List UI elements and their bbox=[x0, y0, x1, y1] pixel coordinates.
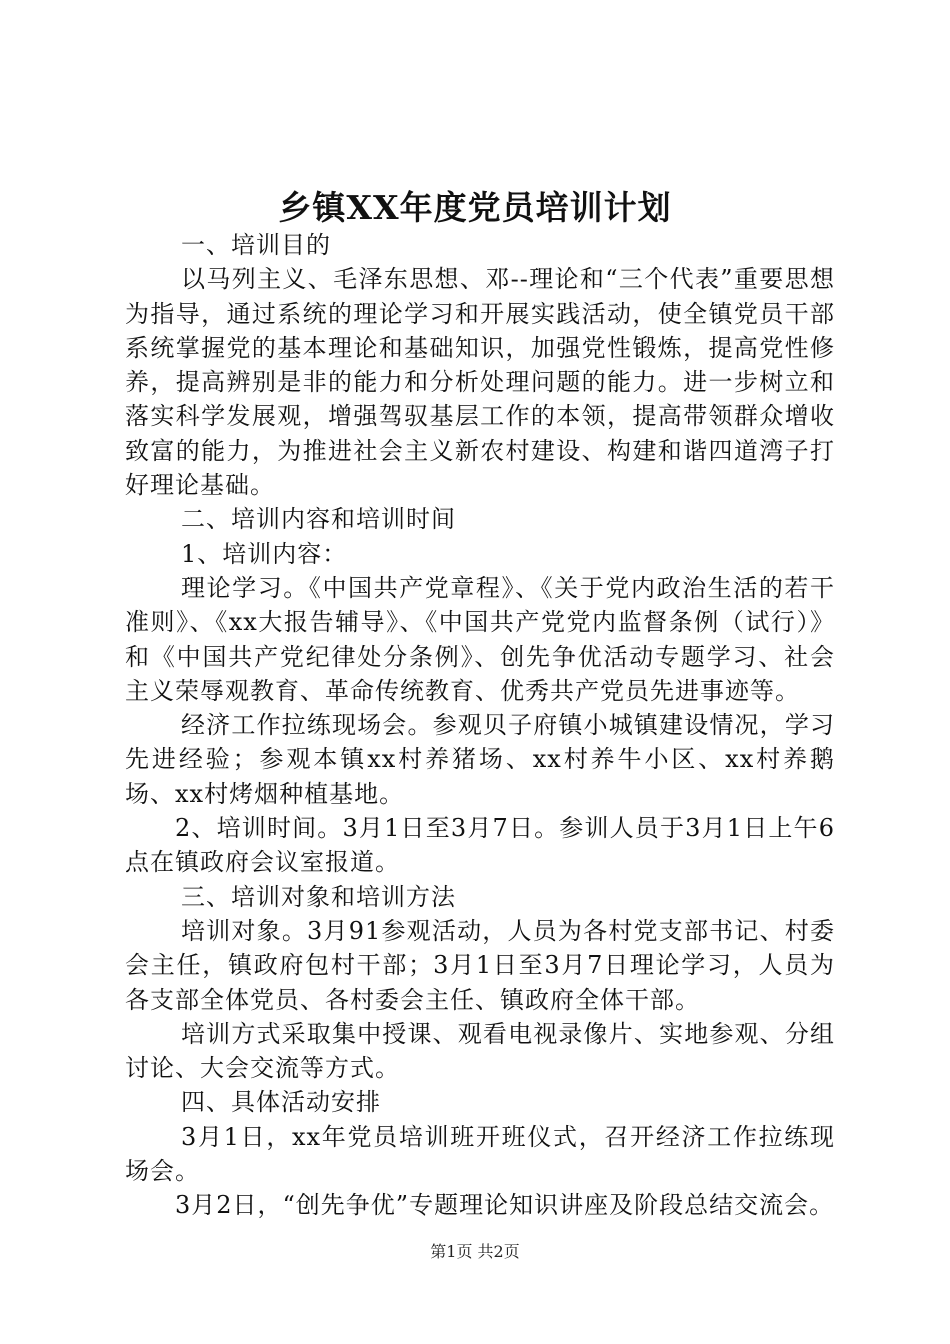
section-heading-schedule: 四、具体活动安排 bbox=[181, 1088, 381, 1117]
document-body bbox=[125, 228, 835, 1223]
paragraph-training-time: 2、培训时间。3月1日至3月7日。参训人员于3月1日上午6点在镇政府会议室报道。 bbox=[125, 814, 835, 877]
paragraph-theory-study: 理论学习。《中国共产党章程》、《关于党内政治生活的若干准则》、《xx大报告辅导》、《中国共产党党内监督条例（试行）》和《中国共产党纪律处分条例》、创先争优活动专题学习、社会主义荣辱观教育、革命传统教育、优秀共产党员先进事迹等。 bbox=[125, 573, 835, 705]
paragraph-schedule-day1: 3月1日，xx年党员培训班开班仪式，召开经济工作拉练现场会。 bbox=[125, 1122, 835, 1186]
paragraph-schedule-day2: 3月2日，“创先争优”专题理论知识讲座及阶段总结交流会。 bbox=[175, 1191, 835, 1220]
paragraph-economic-work: 经济工作拉练现场会。参观贝子府镇小城镇建设情况，学习先进经验；参观本镇xx村养猪场、xx村养牛小区、xx村养鹅场、xx村烤烟种植基地。 bbox=[125, 711, 835, 808]
document-title: 乡镇XX年度党员培训计划 bbox=[278, 188, 672, 227]
paragraph-purpose: 以马列主义、毛泽东思想、邓--理论和“三个代表”重要思想为指导，通过系统的理论学习和开展实践活动，使全镇党员干部系统掌握党的基本理论和基础知识，加强党性锻炼，提高党性修养，提高辨别是非的能力和分析处理问题的能力。进一步树立和落实科学发展观，增强驾驭基层工作的本领，提高带领群众增收致富的能力，为推进社会主义新农村建设、构建和谐四道湾子打好理论基础。 bbox=[125, 265, 835, 500]
paragraph-training-targets: 培训对象。3月91参观活动，人员为各村党支部书记、村委会主任，镇政府包村干部；3月1日至3月7日理论学习，人员为各支部全体党员、各村委会主任、镇政府全体干部。 bbox=[125, 916, 835, 1014]
section-heading-purpose: 一、培训目的 bbox=[181, 231, 331, 259]
section-heading-content-time: 二、培训内容和培训时间 bbox=[181, 505, 456, 534]
section-heading-targets-methods: 三、培训对象和培训方法 bbox=[181, 882, 456, 911]
paragraph-training-methods: 培训方式采取集中授课、观看电视录像片、实地参观、分组讨论、大会交流等方式。 bbox=[125, 1019, 835, 1083]
page-footer: 第1页 共2页 bbox=[430, 1242, 520, 1261]
subheading-content: 1、培训内容： bbox=[181, 539, 348, 568]
